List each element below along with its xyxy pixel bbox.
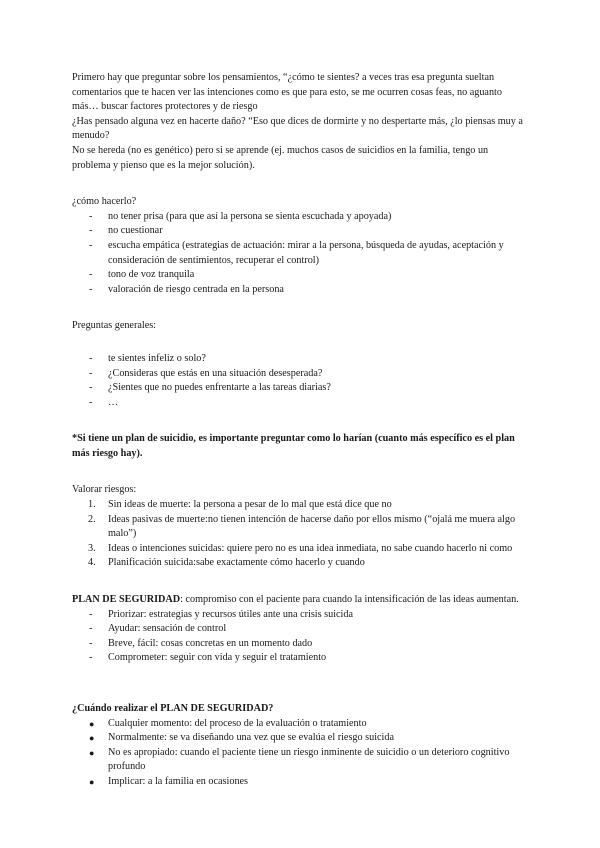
list-item bbox=[72, 717, 528, 732]
number-marker: 3. bbox=[88, 542, 96, 554]
dash-marker: - bbox=[89, 367, 93, 379]
list-item-text: ¿Consideras que estás en una situación desesperada? bbox=[108, 367, 323, 379]
list-item-text: Sin ideas de muerte: la persona a pesar de lo mal que está dice que no bbox=[108, 499, 392, 511]
intro-paragraph-1: Primero hay que preguntar sobre los pensamientos, “¿cómo te sientes? a veces tras esa pregunta sueltan comentarios que te hacen ver las intenciones como es que para esto, se me ocurren cosas feas, no aguanto más… buscar factores protectores y de riesgo bbox=[72, 72, 502, 113]
bullet-icon: ● bbox=[89, 733, 95, 744]
dash-marker: - bbox=[89, 210, 93, 222]
list-item-text: Implicar: a la familia en ocasiones bbox=[108, 775, 249, 787]
plan-seguridad-list bbox=[72, 608, 528, 666]
bullet-icon: ● bbox=[89, 776, 95, 787]
list-item-text: escucha empática (estrategias de actuación: mirar a la persona, búsqueda de ayudas, aceptación y consideración de sentimientos, recuperar el control) bbox=[108, 239, 504, 266]
list-item bbox=[72, 224, 528, 239]
list-item-text: … bbox=[108, 396, 119, 408]
dash-marker: - bbox=[89, 608, 93, 620]
list-item-text: no cuestionar bbox=[108, 225, 163, 237]
list-item-text: Ideas pasivas de muerte:no tienen intención de hacerse daño por ellos mismo (“ojalá me muera algo malo”) bbox=[108, 513, 516, 540]
list-item bbox=[72, 210, 528, 225]
list-item bbox=[72, 556, 528, 571]
dash-marker: - bbox=[89, 269, 93, 281]
dash-marker: - bbox=[89, 382, 93, 394]
list-item-text: Priorizar: estrategias y recursos útiles ante una crisis suicida bbox=[108, 608, 353, 620]
list-item bbox=[72, 622, 528, 637]
list-item-text: valoración de riesgo centrada en la persona bbox=[108, 283, 284, 295]
preguntas-list bbox=[72, 352, 528, 410]
list-item bbox=[72, 498, 528, 513]
como-heading: ¿cómo hacerlo? bbox=[72, 196, 137, 208]
cuando-heading: ¿Cuándo realizar el PLAN DE SEGURIDAD? bbox=[72, 703, 274, 714]
cuando-list bbox=[72, 717, 528, 790]
valorar-heading: Valorar riesgos: bbox=[72, 484, 137, 496]
intro-paragraph-3: No se hereda (no es genético) pero si se aprende (ej. muchos casos de suicidios en la familia, tengo un problema y pienso que es la mejor solución). bbox=[72, 144, 489, 171]
list-item bbox=[72, 239, 528, 268]
como-list bbox=[72, 210, 528, 298]
list-item-text: Ideas o intenciones suicidas: quiere pero no es una idea inmediata, no sabe cuando hacerlo ni como bbox=[108, 542, 513, 554]
preguntas-heading: Preguntas generales: bbox=[72, 320, 157, 332]
list-item bbox=[72, 396, 528, 411]
dash-marker: - bbox=[89, 239, 93, 251]
dash-marker: - bbox=[89, 396, 93, 408]
list-item bbox=[72, 513, 528, 542]
list-item-text: Cualquier momento: del proceso de la evaluación o tratamiento bbox=[108, 717, 367, 729]
list-item-text: te sientes infeliz o solo? bbox=[108, 352, 206, 364]
plan-seguridad-paragraph bbox=[72, 593, 528, 608]
list-item bbox=[72, 731, 528, 746]
intro-paragraph-2: ¿Has pensado alguna vez en hacerte daño? “Eso que dices de dormirte y no despertarte más, ¿lo piensas muy a menudo? bbox=[72, 115, 523, 142]
list-item bbox=[72, 283, 528, 298]
list-item bbox=[72, 352, 528, 367]
dash-marker: - bbox=[89, 652, 93, 664]
valorar-list bbox=[72, 498, 528, 571]
suicide-plan-note: *Si tiene un plan de suicidio, es importante preguntar como lo harían (cuanto más específico es el plan más riesgo hay). bbox=[72, 433, 515, 459]
list-item bbox=[72, 608, 528, 623]
bullet-icon: ● bbox=[89, 747, 95, 758]
number-marker: 2. bbox=[88, 513, 96, 525]
list-item-text: no tener prisa (para que así la persona se sienta escuchada y apoyada) bbox=[108, 210, 392, 222]
list-item-text: No es apropiado: cuando el paciente tiene un riesgo inminente de suicidio o un deterioro cognitivo profundo bbox=[108, 746, 510, 773]
plan-seguridad-label: PLAN DE SEGURIDAD bbox=[72, 594, 181, 606]
list-item bbox=[72, 367, 528, 382]
list-item bbox=[72, 746, 528, 775]
bullet-icon: ● bbox=[89, 718, 95, 729]
dash-marker: - bbox=[89, 623, 93, 635]
list-item-text: Ayudar: sensación de control bbox=[108, 623, 227, 635]
number-marker: 4. bbox=[88, 557, 96, 569]
dash-marker: - bbox=[89, 637, 93, 649]
dash-marker: - bbox=[89, 225, 93, 237]
list-item bbox=[72, 651, 528, 666]
number-marker: 1. bbox=[88, 499, 96, 511]
document-content bbox=[72, 71, 528, 790]
list-item bbox=[72, 268, 528, 283]
list-item bbox=[72, 775, 528, 790]
list-item-text: Normalmente: se va diseñando una vez que se evalúa el riesgo suicida bbox=[108, 732, 394, 744]
list-item-text: Planificación suicida:sabe exactamente cómo hacerlo y cuando bbox=[108, 557, 365, 569]
list-item bbox=[72, 381, 528, 396]
list-item-text: ¿Sientes que no puedes enfrentarte a las tareas diarias? bbox=[108, 382, 331, 394]
list-item-text: tono de voz tranquila bbox=[108, 269, 195, 281]
list-item bbox=[72, 637, 528, 652]
list-item-text: Comprometer: seguir con vida y seguir el tratamiento bbox=[108, 652, 327, 664]
list-item bbox=[72, 542, 528, 557]
list-item-text: Breve, fácil: cosas concretas en un momento dado bbox=[108, 637, 313, 649]
plan-seguridad-text: : compromiso con el paciente para cuando la intensificación de las ideas aumentan. bbox=[180, 594, 519, 606]
dash-marker: - bbox=[89, 283, 93, 295]
dash-marker: - bbox=[89, 352, 93, 364]
